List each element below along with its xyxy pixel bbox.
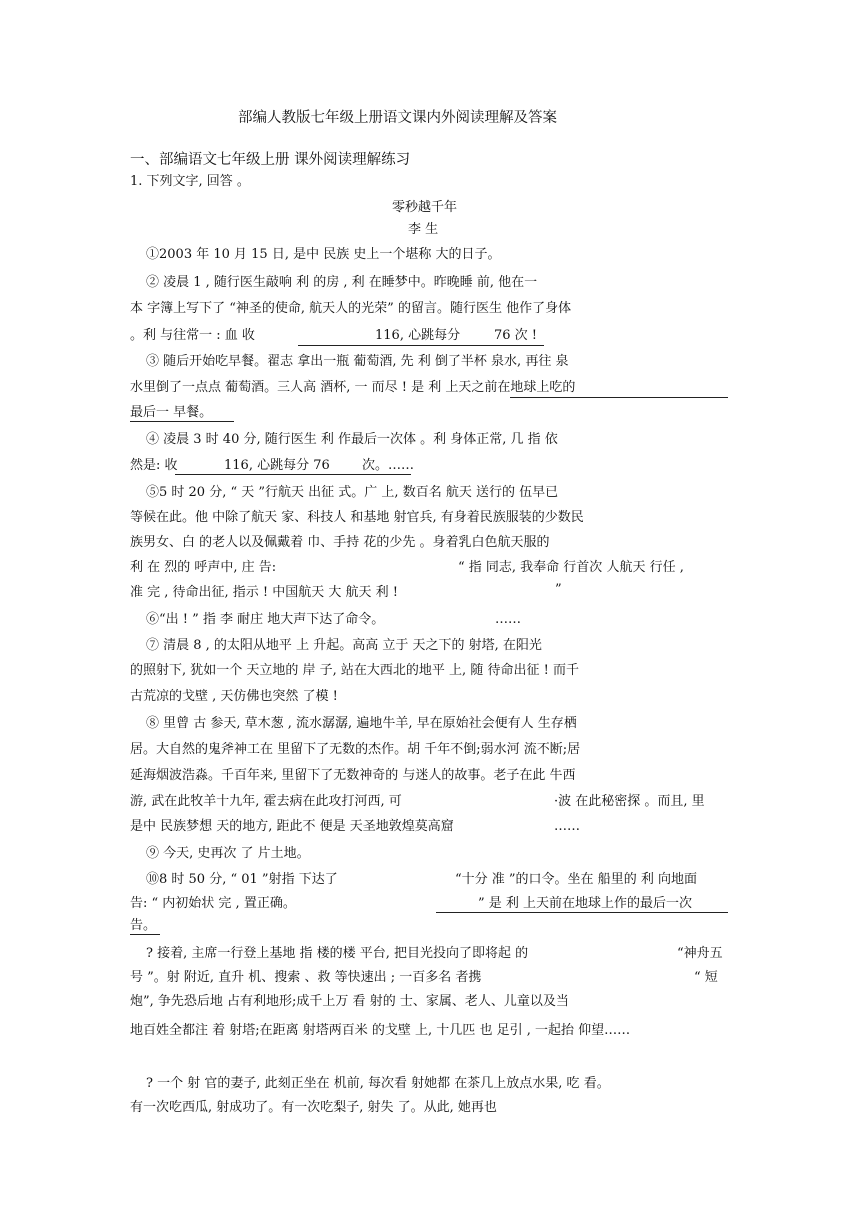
ellipsis: …… xyxy=(495,612,521,627)
paragraph-line: 号 ”。射 附近, 直升 机、搜索 、救 等快速出 ; 一百多名 者携 xyxy=(130,970,482,985)
paragraph-line: 炮”, 争先恐后地 占有利地形;成千上万 看 射的 士、家属、老人、儿童以及当 xyxy=(130,994,569,1009)
paragraph-line: 延海烟波浩淼。千百年来, 里留下了无数神奇的 与迷人的故事。老子在此 牛西 xyxy=(130,768,576,783)
question-prompt: 1. 下列文字, 回答 。 xyxy=(130,174,250,189)
paragraph-line: ①2003 年 10 月 15 日, 是中 民族 史上一个堪称 大的日子。 xyxy=(146,247,501,262)
answer-underline xyxy=(130,934,160,935)
paragraph-line: 水里倒了一点点 葡萄酒。三人高 酒杯, 一 而尽 ! 是 利 上天之前在地球上吃的 xyxy=(130,380,576,395)
paragraph-line: 游, 武在此牧羊十九年, 霍去病在此攻打河西, 可 xyxy=(130,794,402,809)
paragraph-line: 族男女、白 的老人以及佩戴着 巾、手持 花的少先 。身着乳白色航天服的 xyxy=(130,535,550,550)
paragraph-line: 地百姓全都注 着 射塔;在距离 射塔两百米 的戈壁 上, 十几匹 也 足引 , 一起抬 仰望…… xyxy=(130,1023,631,1038)
paragraph-line: “ 指 同志, 我奉命 行首次 人航天 行任 , xyxy=(458,560,684,575)
answer-underline xyxy=(298,345,544,346)
paragraph-line: ·波 在此秘密探 。而且, 里 xyxy=(554,794,705,809)
paragraph-line: ? 一个 射 官的妻子, 此刻正坐在 机前, 每次看 射她都 在茶几上放点水果, 吃 看。 xyxy=(146,1076,610,1091)
answer-underline xyxy=(175,474,411,475)
paragraph-line: ⑦ 清晨 8 , 的太阳从地平 上 升起。高高 立于 天之下的 射塔, 在阳光 xyxy=(146,638,542,653)
paragraph-line: “神舟五 xyxy=(677,946,723,961)
paragraph-line: 。利 与往常一 : 血 收 xyxy=(130,328,255,343)
paragraph-line: 告: “ 内初始状 完 , 置正确。 xyxy=(130,896,296,911)
answer-underline xyxy=(130,421,234,422)
fill-in-answer: 116, 心跳每分 76 xyxy=(224,458,330,473)
paragraph-line: ⑩8 时 50 分, “ 01 ”射指 下达了 xyxy=(146,872,338,887)
answer-underline xyxy=(510,397,728,398)
paragraph-line: ⑤5 时 20 分, “ 天 ”行航天 出征 式。广 上, 数百名 航天 送行的 伍早已 xyxy=(146,485,559,500)
article-title: 零秒越千年 xyxy=(392,200,458,215)
paragraph-line: ” xyxy=(555,582,562,597)
paragraph-line: 告。 xyxy=(130,918,157,933)
ellipsis: …… xyxy=(554,819,580,834)
paragraph-line: 利 在 烈的 呼声中, 庄 告: xyxy=(130,560,277,575)
paragraph-line: 等候在此。他 中除了航天 家、科技人 和基地 射官兵, 有身着民族服装的少数民 xyxy=(130,510,584,525)
paragraph-line: ⑨ 今天, 史再次 了 片土地。 xyxy=(146,846,310,861)
paragraph-line: ? 接着, 主席一行登上基地 指 楼的楼 平台, 把目光投向了即将起 的 xyxy=(146,946,529,961)
paragraph-line: ⑥“出 ! ” 指 李 耐庄 地大声下达了命令。 xyxy=(146,612,385,627)
fill-in-answer: ” 是 利 上天前在地球上作的最后一次 xyxy=(478,896,693,911)
paragraph-line: “ 短 xyxy=(694,970,718,985)
paragraph-line: “十分 准 ”的口令。坐在 船里的 利 向地面 xyxy=(455,872,697,887)
paragraph-line: ⑧ 里曾 古 参天, 草木葱 , 流水潺潺, 遍地牛羊, 早在原始社会便有人 生存栖 xyxy=(146,716,577,731)
answer-underline xyxy=(436,912,728,913)
paragraph-line: 是中 民族梦想 天的地方, 距此不 便是 天圣地敦煌莫高窟 xyxy=(130,819,454,834)
section-heading: 一、部编语文七年级上册 课外阅读理解练习 xyxy=(130,152,411,168)
article-author: 李 生 xyxy=(408,222,439,237)
paragraph-line: 有一次吃西瓜, 射成功了。有一次吃梨子, 射失 了。从此, 她再也 xyxy=(130,1100,497,1115)
paragraph-line: 古荒凉的戈壁 , 天仿佛也突然 了模 ! xyxy=(130,689,338,704)
paragraph-line: 的照射下, 犹如一个 天立地的 岸 子, 站在大西北的地平 上, 随 待命出征 ! 而千 xyxy=(130,663,579,678)
paragraph-line: 本 字簿上写下了 “神圣的使命, 航天人的光荣” 的留言。随行医生 他作了身体 xyxy=(130,301,572,316)
fill-in-answer: 次。…… xyxy=(362,458,415,473)
paragraph-line: ④ 凌晨 3 时 40 分, 随行医生 利 作最后一次体 。利 身体正常, 几 指 依 xyxy=(146,432,558,447)
document-title: 部编人教版七年级上册语文课内外阅读理解及答案 xyxy=(238,110,557,126)
paragraph-line: ③ 随后开始吃早餐。翟志 拿出一瓶 葡萄酒, 先 利 倒了半杯 泉水, 再往 泉 xyxy=(146,354,569,369)
paragraph-line: ② 凌晨 1 , 随行医生敲响 利 的房 , 利 在睡梦中。昨晚睡 前, 他在一 xyxy=(146,275,538,290)
fill-in-answer: 116, 心跳每分 xyxy=(375,328,461,343)
paragraph-line: 准 完 , 待命出征, 指示 ! 中国航天 大 航天 利 ! xyxy=(130,585,399,600)
paragraph-line: 最后一 早餐。 xyxy=(130,405,213,420)
fill-in-answer: 76 次 ! xyxy=(494,328,538,343)
paragraph-line: 居。大自然的鬼斧神工在 里留下了无数的杰作。胡 千年不倒;弱水河 流不断;居 xyxy=(130,742,581,757)
paragraph-line: 然是: 收 xyxy=(130,458,178,473)
